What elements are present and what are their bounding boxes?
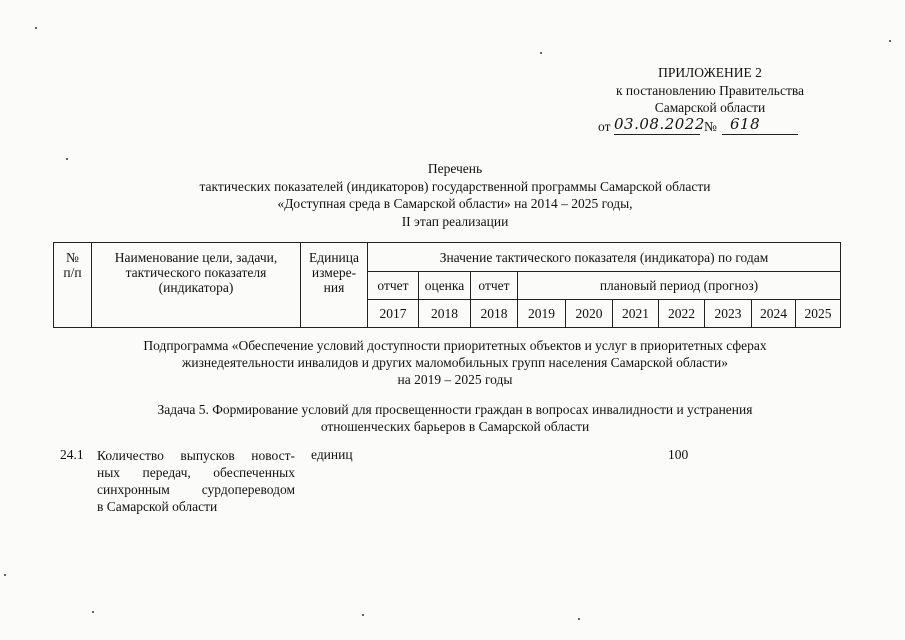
row-unit: единиц [311,447,353,462]
sub-report-2017: отчет [368,272,419,300]
year-cell: 2019 [518,300,566,328]
row-name-line: ных передач, обеспеченных [97,465,295,480]
year-cell: 2021 [613,300,659,328]
col-unit-line: измере- [311,265,357,280]
scan-speck [66,158,68,160]
document-title [60,160,850,230]
year-cell: 2024 [752,300,796,328]
sub-report-2018: отчет [471,272,518,300]
title-line-2: тактических показателей (индикаторов) государственной программы Самарской области [199,178,711,194]
task-line-1: Задача 5. Формирование условий для просвещенности граждан в вопросах инвалидности и устранения [157,402,753,417]
year-cell: 2022 [659,300,705,328]
row-value: 100 [668,447,689,462]
row-indicator-name [97,447,295,515]
title-line-4: II этап реализации [401,213,509,229]
appendix-title: ПРИЛОЖЕНИЕ 2 [658,65,762,80]
appendix-region: Самарской области [654,100,766,115]
task-line-2: отношенческих барьеров в Самарской области [320,419,590,434]
subprogram-line-3: на 2019 – 2025 годы [397,372,513,387]
row-name-line: синхронным сурдопереводом [97,482,295,497]
decree-date-number [598,115,808,137]
indicator-table-header [53,242,841,328]
row-name-line: в Самарской области [97,499,218,514]
date-prefix: от [598,119,611,134]
year-cell: 2025 [796,300,841,328]
sub-plan-period: плановый период (прогноз) [518,272,841,300]
year-cell: 2023 [705,300,752,328]
scan-speck [889,40,891,42]
scan-speck [578,618,580,620]
date-underline [614,134,700,135]
col-name-line: (индикатора) [158,280,234,295]
task-heading [60,401,850,435]
sub-estimate-2018: оценка [419,272,471,300]
col-values-header: Значение тактического показателя (индикатора) по годам [368,243,841,272]
scan-speck [92,611,94,613]
number-handwritten: 618 [730,115,761,133]
number-underline [722,134,798,135]
col-num-line: № [66,250,79,265]
row-name-line: Количество выпусков новост- [97,448,295,463]
scan-speck [35,27,37,29]
scan-speck [4,574,6,576]
year-cell: 2020 [566,300,613,328]
col-unit-header [301,243,368,328]
scan-speck [540,52,542,54]
col-name-line: тактического показателя [125,265,267,280]
year-cell: 2018 [471,300,518,328]
date-handwritten: 03.08.2022 [614,115,705,133]
col-unit-line: Единица [308,250,359,265]
col-unit-line: ния [323,280,345,295]
title-line-3: «Доступная среда в Самарской области» на 2014 – 2025 годы, [277,196,633,211]
col-num-line: п/п [63,265,82,280]
row-number: 24.1 [60,447,84,462]
year-cell: 2018 [419,300,471,328]
col-name-line: Наименование цели, задачи, [114,250,278,265]
year-cell: 2017 [368,300,419,328]
col-name-header [92,243,301,328]
appendix-decree-ref: к постановлению Правительства [615,82,805,98]
subprogram-heading [60,337,850,388]
subprogram-line-1: Подпрограмма «Обеспечение условий доступности приоритетных объектов и услуг в приоритетных сферах [143,338,767,353]
col-num-header [54,243,92,328]
number-prefix: № [704,119,717,134]
title-line-1: Перечень [427,161,483,176]
appendix-header [560,64,860,117]
subprogram-line-2: жизнедеятельности инвалидов и других маломобильных групп населения Самарской области» [182,355,728,370]
scan-speck [362,614,364,616]
